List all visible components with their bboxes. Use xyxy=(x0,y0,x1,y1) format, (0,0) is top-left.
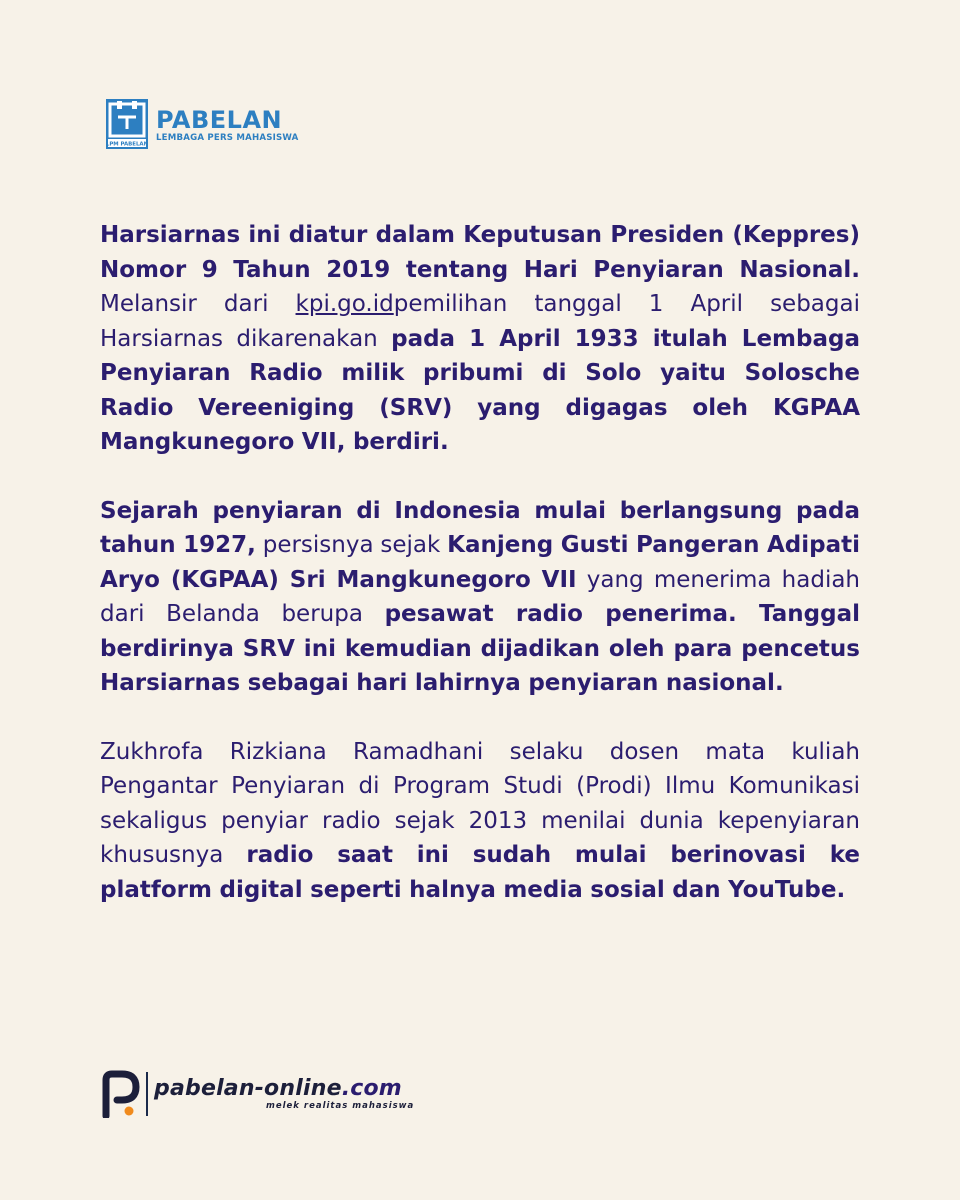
p1-bold-2: pada 1 April 1933 itulah Lembaga Penyiaran Radio milik pribumi di Solo yaitu Solosche Radio Vereeniging (SRV) yang digagas oleh KGPAA Mangkunegoro VII, berdiri. xyxy=(100,325,860,455)
logo-icon-caption: LPM PABELAN xyxy=(106,141,148,148)
p1-bold-1: Harsiarnas ini diatur dalam Keputusan Presiden (Keppres) Nomor 9 Tahun 2019 tentang Hari Penyiaran Nasional. xyxy=(100,222,860,283)
p3-text-1: Zukhrofa Rizkiana Ramadhani selaku dosen mata kuliah Pengantar Penyiaran di Program Studi (Prodi) Ilmu Komunikasi sekaligus penyiar radio sejak 2013 menilai dunia kepenyiaran khususnya xyxy=(100,738,860,868)
pabelan-online-p-icon xyxy=(100,1070,142,1118)
header-logo xyxy=(106,99,299,149)
lpm-pabelan-logo-icon xyxy=(106,99,148,149)
p2-bold-2: Kanjeng Gusti Pangeran Adipati Aryo (KGPAA) Sri Mangkunegoro VII xyxy=(100,532,861,593)
p2-bold-3: pesawat radio penerima. Tanggal berdirinya SRV ini kemudian dijadikan oleh para pencetus Harsiarnas sebagai hari lahirnya penyiaran nasional. xyxy=(100,601,860,696)
site-name-tld: .com xyxy=(341,1076,402,1101)
org-name: PABELAN xyxy=(156,106,283,134)
p2-text-2: yang menerima hadiah dari Belanda berupa xyxy=(100,566,860,627)
p3-bold-1: radio saat ini sudah mulai berinovasi ke platform digital seperti halnya media sosial dan YouTube. xyxy=(100,842,860,903)
p1-text-2: pemilihan tanggal 1 April sebagai Harsiarnas dikarenakan xyxy=(100,291,860,352)
p1-text-1: Melansir dari xyxy=(100,291,296,317)
org-subtitle: LEMBAGA PERS MAHASISWA xyxy=(156,133,299,143)
site-name xyxy=(154,1077,414,1101)
article-body xyxy=(100,218,860,941)
footer-divider xyxy=(146,1072,148,1116)
paragraph-2 xyxy=(100,494,860,701)
kpi-link[interactable]: kpi.go.id xyxy=(295,291,394,317)
p2-text-1: persisnya sejak xyxy=(255,532,448,558)
paragraph-3 xyxy=(100,735,860,908)
p2-bold-1: Sejarah penyiaran di Indonesia mulai berlangsung pada tahun 1927, xyxy=(100,497,860,558)
footer-logo xyxy=(100,1070,414,1118)
site-tagline: melek realitas mahasiswa xyxy=(266,1101,415,1111)
site-name-main: pabelan-online xyxy=(154,1076,342,1101)
paragraph-1 xyxy=(100,218,860,460)
